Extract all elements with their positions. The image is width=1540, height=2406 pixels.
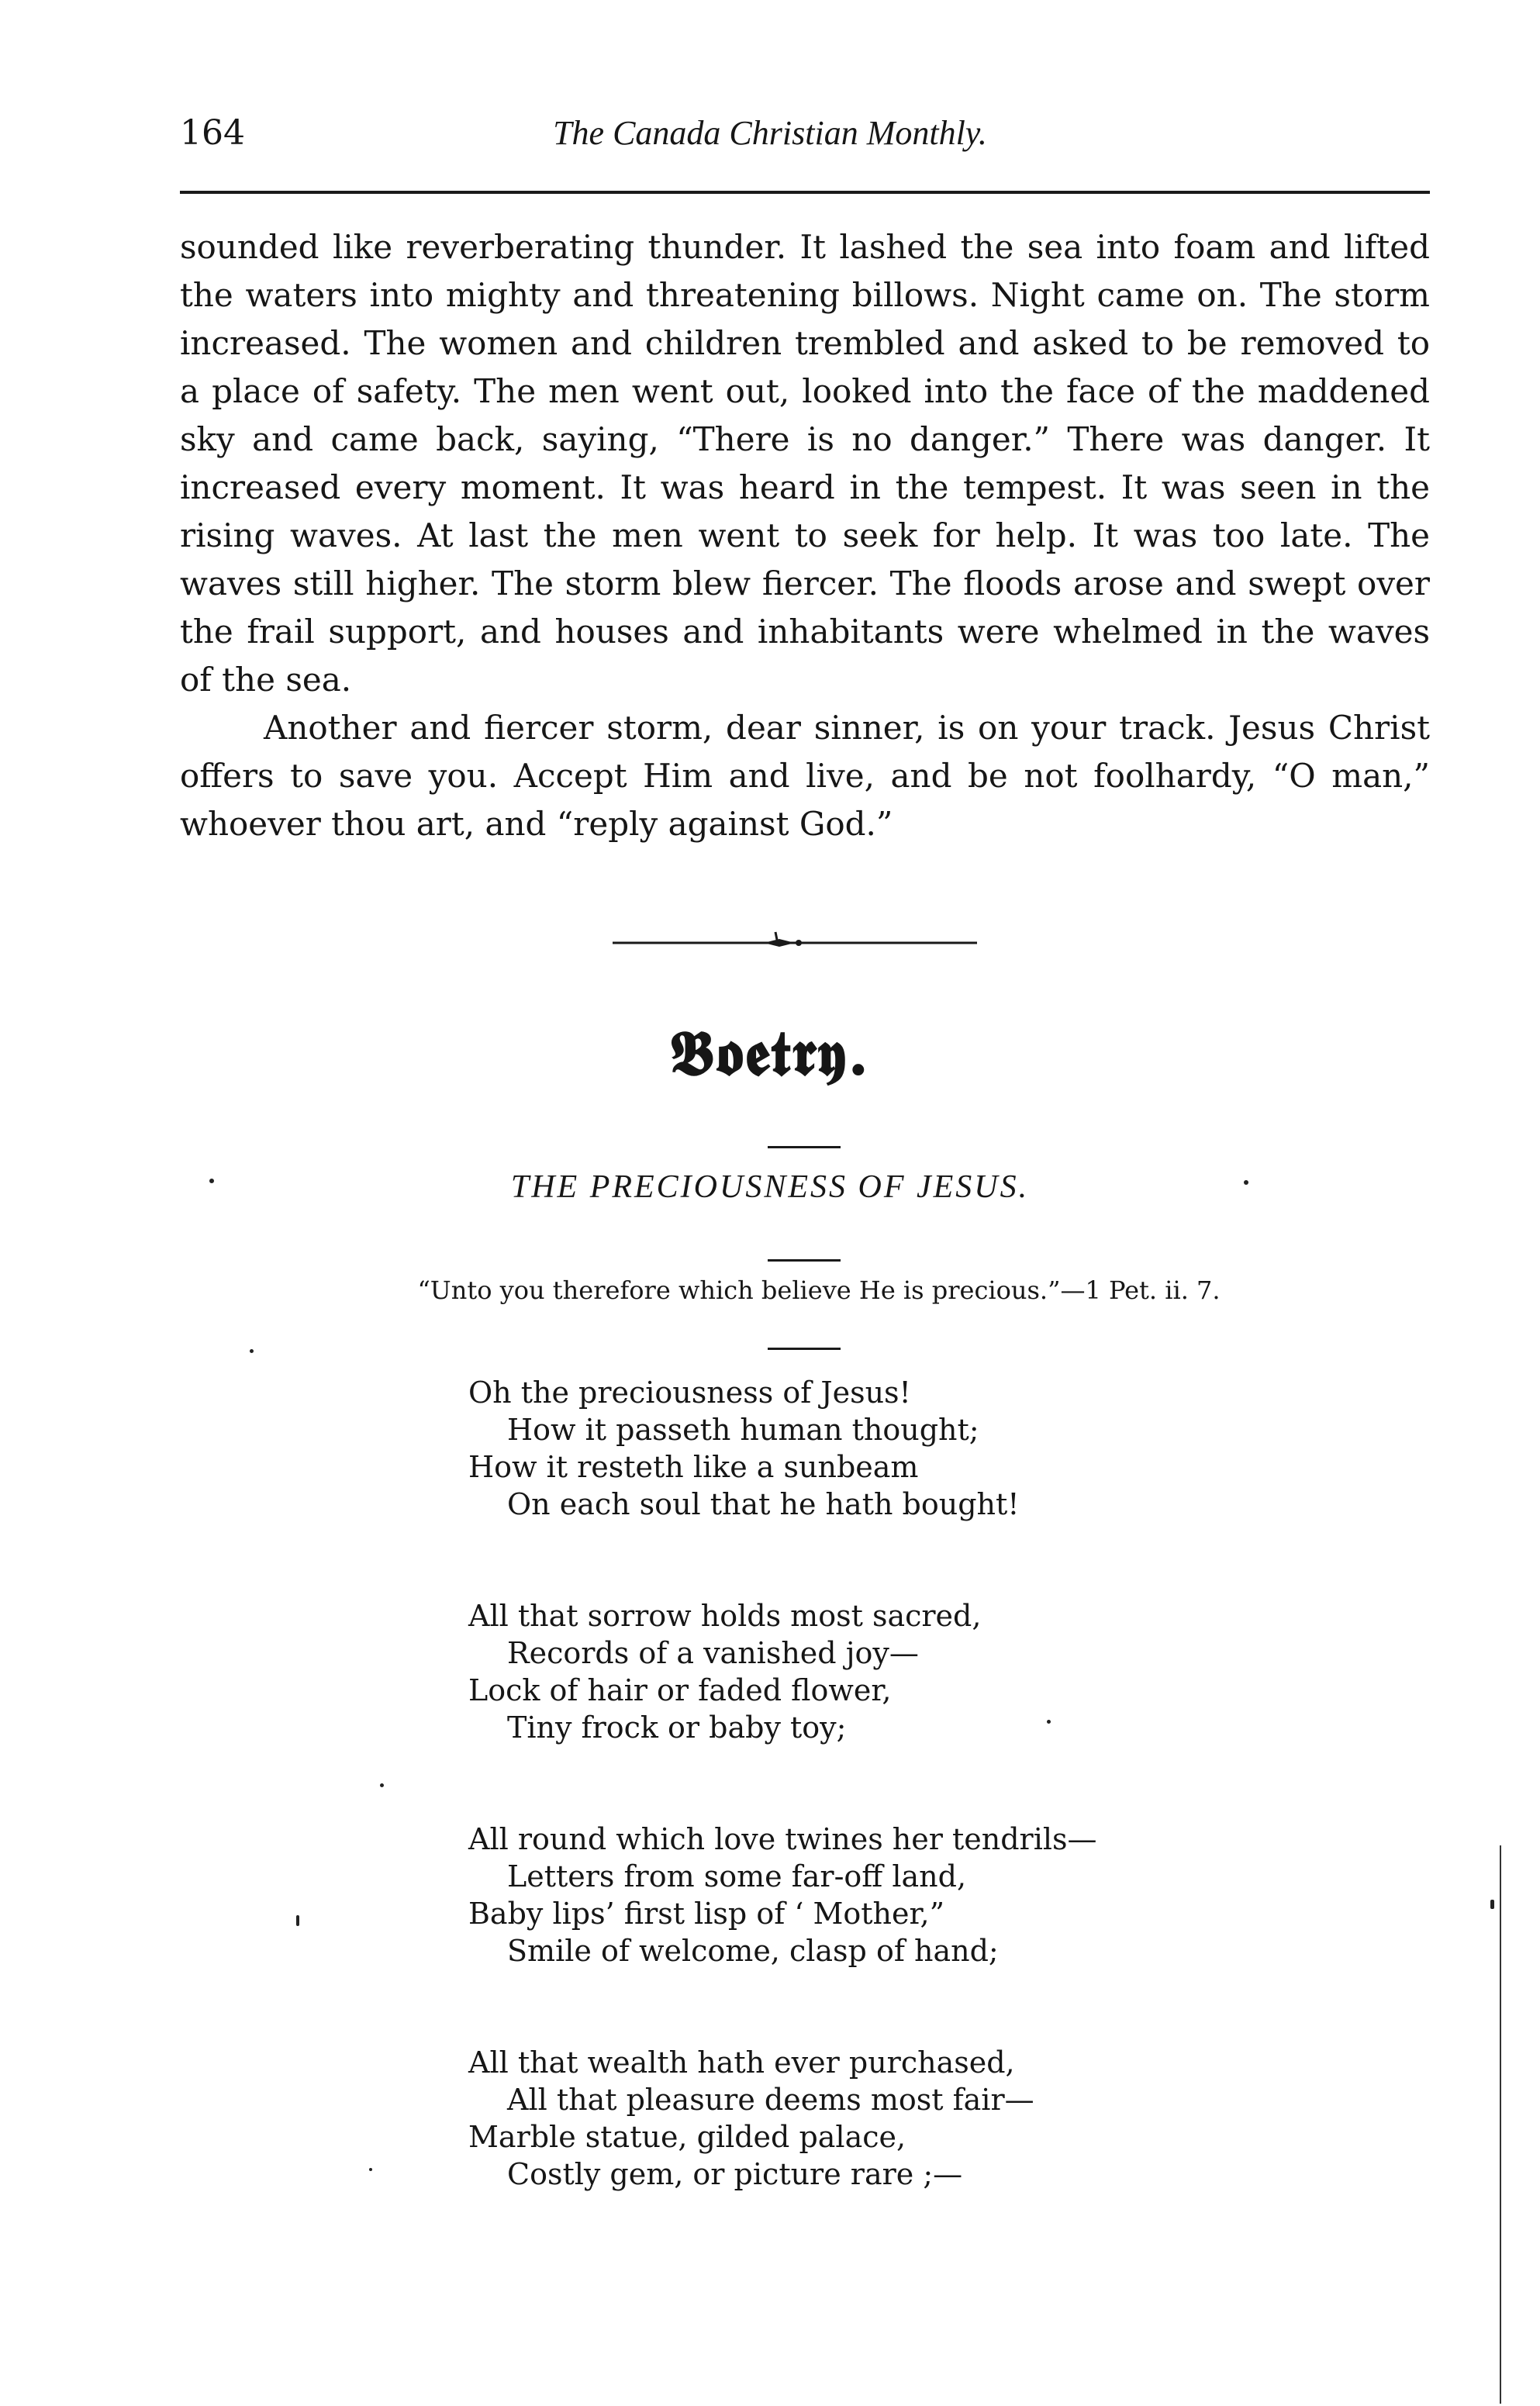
poem-line: Records of a vanished joy— (507, 1636, 919, 1670)
poem-body (468, 1374, 1321, 2193)
running-title: The Canada Christian Monthly. (553, 114, 987, 152)
title-rule (768, 1259, 841, 1262)
header-rule (180, 191, 1430, 194)
poem-line: Baby lips’ first lisp of ‘ Mother,” (468, 1897, 945, 1931)
poem-line: Letters from some far-off land, (507, 1859, 967, 1893)
paragraph: sounded like reverberating thunder. It lashed the sea into foam and lifted the waters into mighty and threatening billows. Night came on. The storm increased. The women and children trembled and asked to be removed to a place of safety. The men went out, looked into the face of the maddened sky and came back, saying, “There is no danger.” There was danger. It increased every moment. It was heard in the tempest. It was seen in the rising waves. At last the men went to seek for help. It was too late. The waves still higher. The storm blew fiercer. The floods arose and swept over the frail support, and houses and inhabitants were whelmed in the waves of the sea. (180, 228, 1430, 699)
poem-line: Marble statue, gilded palace, (468, 2120, 906, 2154)
epigraph-rule (768, 1348, 841, 1350)
scan-speck (369, 2168, 372, 2171)
poem-title: THE PRECIOUSNESS OF JESUS. (510, 1169, 1030, 1205)
ornament-divider (613, 930, 977, 954)
poem-line: On each soul that he hath bought! (507, 1487, 1020, 1521)
stanza (468, 1597, 1321, 1746)
poem-line: How it passeth human thought; (507, 1413, 979, 1447)
poem-line: Tiny frock or baby toy; (507, 1710, 847, 1745)
prose-text (180, 223, 1430, 848)
title-rule (768, 1146, 841, 1148)
poem-line: All that pleasure deems most fair— (507, 2083, 1034, 2117)
scan-speck (296, 1915, 299, 1926)
stanza (468, 2044, 1321, 2193)
scan-speck (1047, 1720, 1051, 1724)
scan-speck (1244, 1180, 1248, 1185)
paragraph: Another and fiercer storm, dear sinner, is on your track. Jesus Christ offers to save you. Accept Him and live, and be not foolhardy, “O man,” whoever thou art, and “reply against God.” (180, 709, 1430, 843)
poem-line: How it resteth like a sunbeam (468, 1450, 919, 1484)
poem-line: All round which love twines her tendrils— (468, 1822, 1097, 1856)
poem-line: Lock of hair or faded flower, (468, 1673, 892, 1707)
page-number: 164 (180, 113, 245, 153)
poem-line: Costly gem, or picture rare ;— (507, 2157, 963, 2191)
stanza (468, 1374, 1321, 1523)
scan-speck (209, 1179, 214, 1183)
scan-edge (1500, 1845, 1501, 2404)
poem-line: Oh the preciousness of Jesus! (468, 1376, 911, 1410)
section-title-poetry: 𝕭𝖔𝖊𝖙𝖗𝖞. (669, 1017, 871, 1089)
poem-line: All that sorrow holds most sacred, (468, 1599, 982, 1633)
poem-line: Smile of welcome, clasp of hand; (507, 1934, 999, 1968)
poem-epigraph: “Unto you therefore which believe He is precious.”—1 Pet. ii. 7. (417, 1275, 1221, 1305)
scan-speck (250, 1349, 254, 1353)
scan-speck (1490, 1900, 1494, 1909)
stanza (468, 1821, 1321, 1969)
scan-speck (380, 1783, 384, 1787)
poem-line: All that wealth hath ever purchased, (468, 2045, 1015, 2080)
